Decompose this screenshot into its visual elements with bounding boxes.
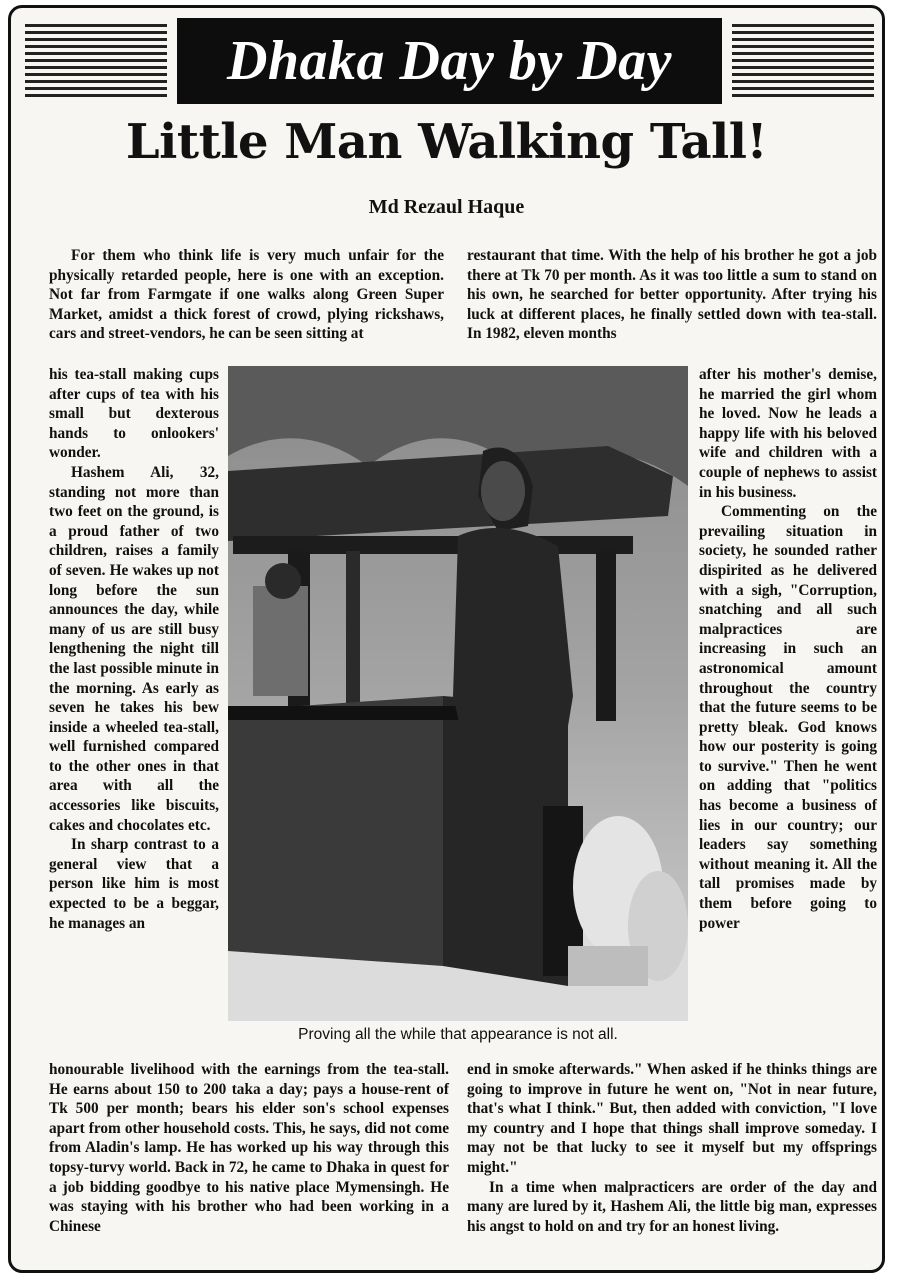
paragraph: Commenting on the prevailing situation in society, he sounded rather dispirited as he delivered with a sigh, "Corruption, snatching and all such malpractices are increasing in such an astronomical amount throughout the country that the future seems to be pretty bleak. God knows how our posterity is going to survive." Then he went on adding that "politics has become a business of lies in our country; our leaders say something without meaning it. All the tall promises made by them before going to power	[699, 503, 877, 932]
photo-caption: Proving all the while that appearance is not all.	[298, 1026, 618, 1043]
paragraph: honourable livelihood with the earnings from the tea-stall. He earns about 150 to 200 taka a day; pays a house-rent of Tk 500 per month; bears his elder son's school expenses apart from other household costs. This, he says, did not come from Aladin's lamp. He has worked up his way through this topsy-turvy world. Back in 72, he came to Dhaka in quest for a job bidding goodbye to his native place Mymensingh. He was staying with his brother who had been working in a Chinese	[49, 1061, 449, 1235]
paragraph: For them who think life is very much unfair for the physically retarded people, here is one with an exception. Not far from Farmgate if one walks along Green Super Market, amidst a thick forest of crowd, plying rickshaws, cars and street-vendors, he can be seen sitting at	[49, 247, 444, 343]
article-column-right-narrow	[699, 365, 877, 933]
tea-stall-photo	[228, 366, 688, 1021]
article-column-left-bottom	[49, 1060, 449, 1236]
paragraph: In a time when malpracticers are order of the day and many are lured by it, Hashem Ali, the little big man, expresses his angst to hold on and try for an honest living.	[467, 1178, 877, 1235]
section-title: Dhaka Day by Day	[177, 18, 722, 104]
article-photo	[228, 366, 688, 1021]
paragraph: end in smoke afterwards." When asked if he thinks things are going to improve in future he went on, "Not in near future, that's what I think." But, then added with conviction, "I love my country and I hope that things shall improve someday. I may not be that lucky to see it myself but my offsprings might."	[467, 1061, 877, 1176]
paragraph: In sharp contrast to a general view that a person like him is most expected to be a beggar, he manages an	[49, 836, 219, 932]
banner-stripes-left	[25, 24, 167, 98]
article-column-left-narrow	[49, 365, 219, 933]
paragraph: Hashem Ali, 32, standing not more than two feet on the ground, is a proud father of two children, raises a family of seven. He wakes up not long before the sun announces the day, while many of us are still busy lengthening the night till the last possible minute in the morning. As early as seven he takes his bew inside a wheeled tea-stall, well furnished compared to the other ones in that area with all the accessories like biscuits, cakes and chocolates etc.	[49, 463, 219, 834]
article-column-right-bottom	[467, 1060, 877, 1236]
paragraph: after his mother's demise, he married the girl whom he loved. Now he leads a happy life with his beloved wife and children with a couple of nephews to assist in his business.	[699, 366, 877, 501]
byline: Md Rezaul Haque	[368, 196, 525, 218]
paragraph: his tea-stall making cups after cups of tea with his small but dexterous hands to onlookers' wonder.	[49, 366, 219, 462]
newspaper-clipping	[8, 5, 885, 1273]
article-column-left-top	[49, 246, 444, 344]
banner-stripes-right	[732, 24, 874, 98]
article-column-right-top	[467, 246, 877, 344]
section-banner	[25, 18, 874, 104]
headline: Little Man Walking Tall!	[125, 114, 768, 170]
paragraph: restaurant that time. With the help of his brother he got a job there at Tk 70 per month. As it was too little a sum to stand on his own, he searched for better opportunity. After trying his luck at different places, he finally settled down with tea-stall. In 1982, eleven months	[467, 247, 877, 343]
